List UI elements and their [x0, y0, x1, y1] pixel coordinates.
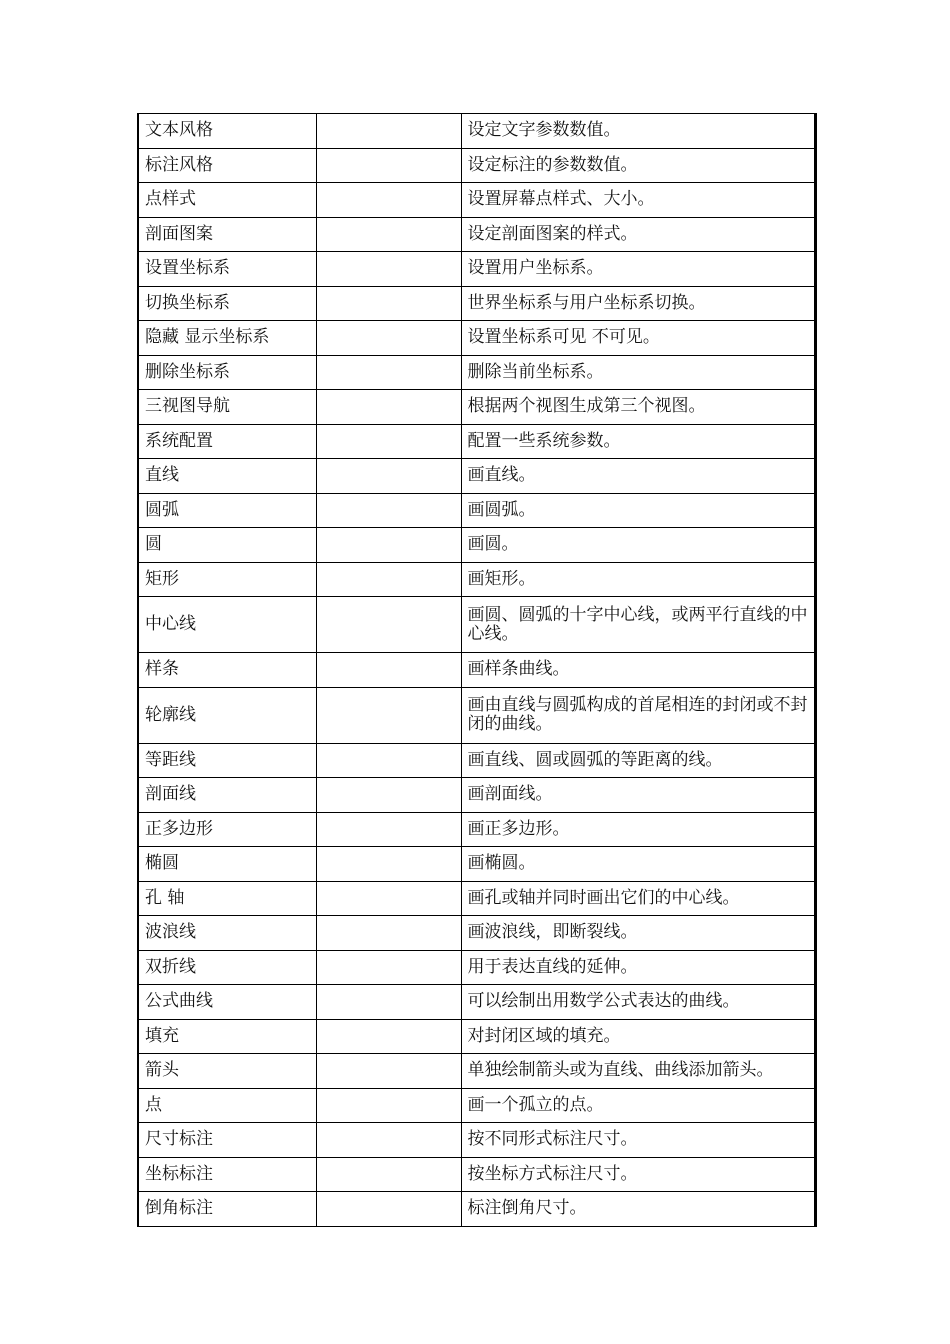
table-row [138, 743, 815, 778]
command-name-cell: 隐藏 显示坐标系 [138, 321, 316, 356]
table-row [138, 881, 815, 916]
table-row [138, 1054, 815, 1089]
table-row [138, 812, 815, 847]
table-row [138, 916, 815, 951]
command-description-cell: 画一个孤立的点。 [461, 1088, 815, 1123]
empty-cell [316, 286, 461, 321]
empty-cell [316, 916, 461, 951]
empty-cell [316, 390, 461, 425]
table-row [138, 217, 815, 252]
command-name-cell: 尺寸标注 [138, 1123, 316, 1158]
command-description-cell: 可以绘制出用数学公式表达的曲线。 [461, 985, 815, 1020]
empty-cell [316, 847, 461, 882]
empty-cell [316, 562, 461, 597]
command-description-cell: 单独绘制箭头或为直线、曲线添加箭头。 [461, 1054, 815, 1089]
command-description-cell: 画椭圆。 [461, 847, 815, 882]
command-description-cell: 根据两个视图生成第三个视图。 [461, 390, 815, 425]
command-description-cell: 画直线。 [461, 459, 815, 494]
command-name-cell: 正多边形 [138, 812, 316, 847]
command-description-cell: 画矩形。 [461, 562, 815, 597]
table-row [138, 355, 815, 390]
empty-cell [316, 881, 461, 916]
command-description-cell: 世界坐标系与用户坐标系切换。 [461, 286, 815, 321]
empty-cell [316, 1192, 461, 1227]
command-description-cell: 画圆、圆弧的十字中心线，或两平行直线的中心线。 [461, 597, 815, 653]
empty-cell [316, 252, 461, 287]
command-name-cell: 坐标标注 [138, 1157, 316, 1192]
command-name-cell: 剖面线 [138, 778, 316, 813]
table-row [138, 252, 815, 287]
command-name-cell: 等距线 [138, 743, 316, 778]
table-row [138, 778, 815, 813]
command-name-cell: 圆弧 [138, 493, 316, 528]
command-description-cell: 画圆。 [461, 528, 815, 563]
empty-cell [316, 812, 461, 847]
command-description-cell: 按不同形式标注尺寸。 [461, 1123, 815, 1158]
command-description-cell: 画剖面线。 [461, 778, 815, 813]
table-row [138, 148, 815, 183]
table-row [138, 1088, 815, 1123]
command-name-cell: 公式曲线 [138, 985, 316, 1020]
table-row [138, 286, 815, 321]
empty-cell [316, 114, 461, 149]
empty-cell [316, 743, 461, 778]
command-description-cell: 设定标注的参数数值。 [461, 148, 815, 183]
empty-cell [316, 1123, 461, 1158]
table-row [138, 1123, 815, 1158]
table-row [138, 653, 815, 688]
command-description-cell: 画直线、圆或圆弧的等距离的线。 [461, 743, 815, 778]
empty-cell [316, 424, 461, 459]
command-table-body [138, 114, 815, 1227]
empty-cell [316, 183, 461, 218]
command-description-cell: 画由直线与圆弧构成的首尾相连的封闭或不封闭的曲线。 [461, 687, 815, 743]
command-name-cell: 标注风格 [138, 148, 316, 183]
table-row [138, 183, 815, 218]
table-row [138, 390, 815, 425]
table-row [138, 687, 815, 743]
table-row [138, 1019, 815, 1054]
empty-cell [316, 148, 461, 183]
empty-cell [316, 950, 461, 985]
command-table-container [137, 113, 814, 1227]
command-description-cell: 画波浪线，即断裂线。 [461, 916, 815, 951]
empty-cell [316, 217, 461, 252]
command-name-cell: 设置坐标系 [138, 252, 316, 287]
empty-cell [316, 597, 461, 653]
command-name-cell: 矩形 [138, 562, 316, 597]
table-row [138, 1157, 815, 1192]
table-row [138, 493, 815, 528]
table-row [138, 1192, 815, 1227]
command-description-cell: 设定剖面图案的样式。 [461, 217, 815, 252]
table-row [138, 528, 815, 563]
command-name-cell: 剖面图案 [138, 217, 316, 252]
command-name-cell: 双折线 [138, 950, 316, 985]
command-name-cell: 轮廓线 [138, 687, 316, 743]
empty-cell [316, 355, 461, 390]
command-description-cell: 配置一些系统参数。 [461, 424, 815, 459]
table-row [138, 847, 815, 882]
command-description-cell: 画圆弧。 [461, 493, 815, 528]
command-name-cell: 波浪线 [138, 916, 316, 951]
command-description-cell: 对封闭区域的填充。 [461, 1019, 815, 1054]
empty-cell [316, 1088, 461, 1123]
empty-cell [316, 528, 461, 563]
table-row [138, 985, 815, 1020]
command-name-cell: 填充 [138, 1019, 316, 1054]
command-name-cell: 中心线 [138, 597, 316, 653]
empty-cell [316, 687, 461, 743]
command-description-cell: 设置用户坐标系。 [461, 252, 815, 287]
command-table [137, 113, 817, 1227]
command-description-cell: 设置坐标系可见 不可见。 [461, 321, 815, 356]
empty-cell [316, 459, 461, 494]
empty-cell [316, 493, 461, 528]
command-description-cell: 画孔或轴并同时画出它们的中心线。 [461, 881, 815, 916]
command-name-cell: 直线 [138, 459, 316, 494]
command-name-cell: 切换坐标系 [138, 286, 316, 321]
command-description-cell: 画正多边形。 [461, 812, 815, 847]
command-name-cell: 箭头 [138, 1054, 316, 1089]
command-name-cell: 样条 [138, 653, 316, 688]
command-name-cell: 删除坐标系 [138, 355, 316, 390]
command-name-cell: 圆 [138, 528, 316, 563]
empty-cell [316, 321, 461, 356]
command-name-cell: 三视图导航 [138, 390, 316, 425]
table-row [138, 321, 815, 356]
command-name-cell: 孔 轴 [138, 881, 316, 916]
table-row [138, 597, 815, 653]
command-name-cell: 文本风格 [138, 114, 316, 149]
table-row [138, 114, 815, 149]
empty-cell [316, 1157, 461, 1192]
command-description-cell: 删除当前坐标系。 [461, 355, 815, 390]
empty-cell [316, 1054, 461, 1089]
command-name-cell: 系统配置 [138, 424, 316, 459]
command-description-cell: 画样条曲线。 [461, 653, 815, 688]
table-row [138, 424, 815, 459]
command-name-cell: 倒角标注 [138, 1192, 316, 1227]
empty-cell [316, 985, 461, 1020]
command-description-cell: 标注倒角尺寸。 [461, 1192, 815, 1227]
table-row [138, 459, 815, 494]
empty-cell [316, 778, 461, 813]
empty-cell [316, 1019, 461, 1054]
command-name-cell: 点样式 [138, 183, 316, 218]
table-row [138, 562, 815, 597]
command-description-cell: 用于表达直线的延伸。 [461, 950, 815, 985]
table-row [138, 950, 815, 985]
command-description-cell: 设定文字参数数值。 [461, 114, 815, 149]
empty-cell [316, 653, 461, 688]
command-description-cell: 按坐标方式标注尺寸。 [461, 1157, 815, 1192]
command-name-cell: 椭圆 [138, 847, 316, 882]
command-name-cell: 点 [138, 1088, 316, 1123]
command-description-cell: 设置屏幕点样式、大小。 [461, 183, 815, 218]
